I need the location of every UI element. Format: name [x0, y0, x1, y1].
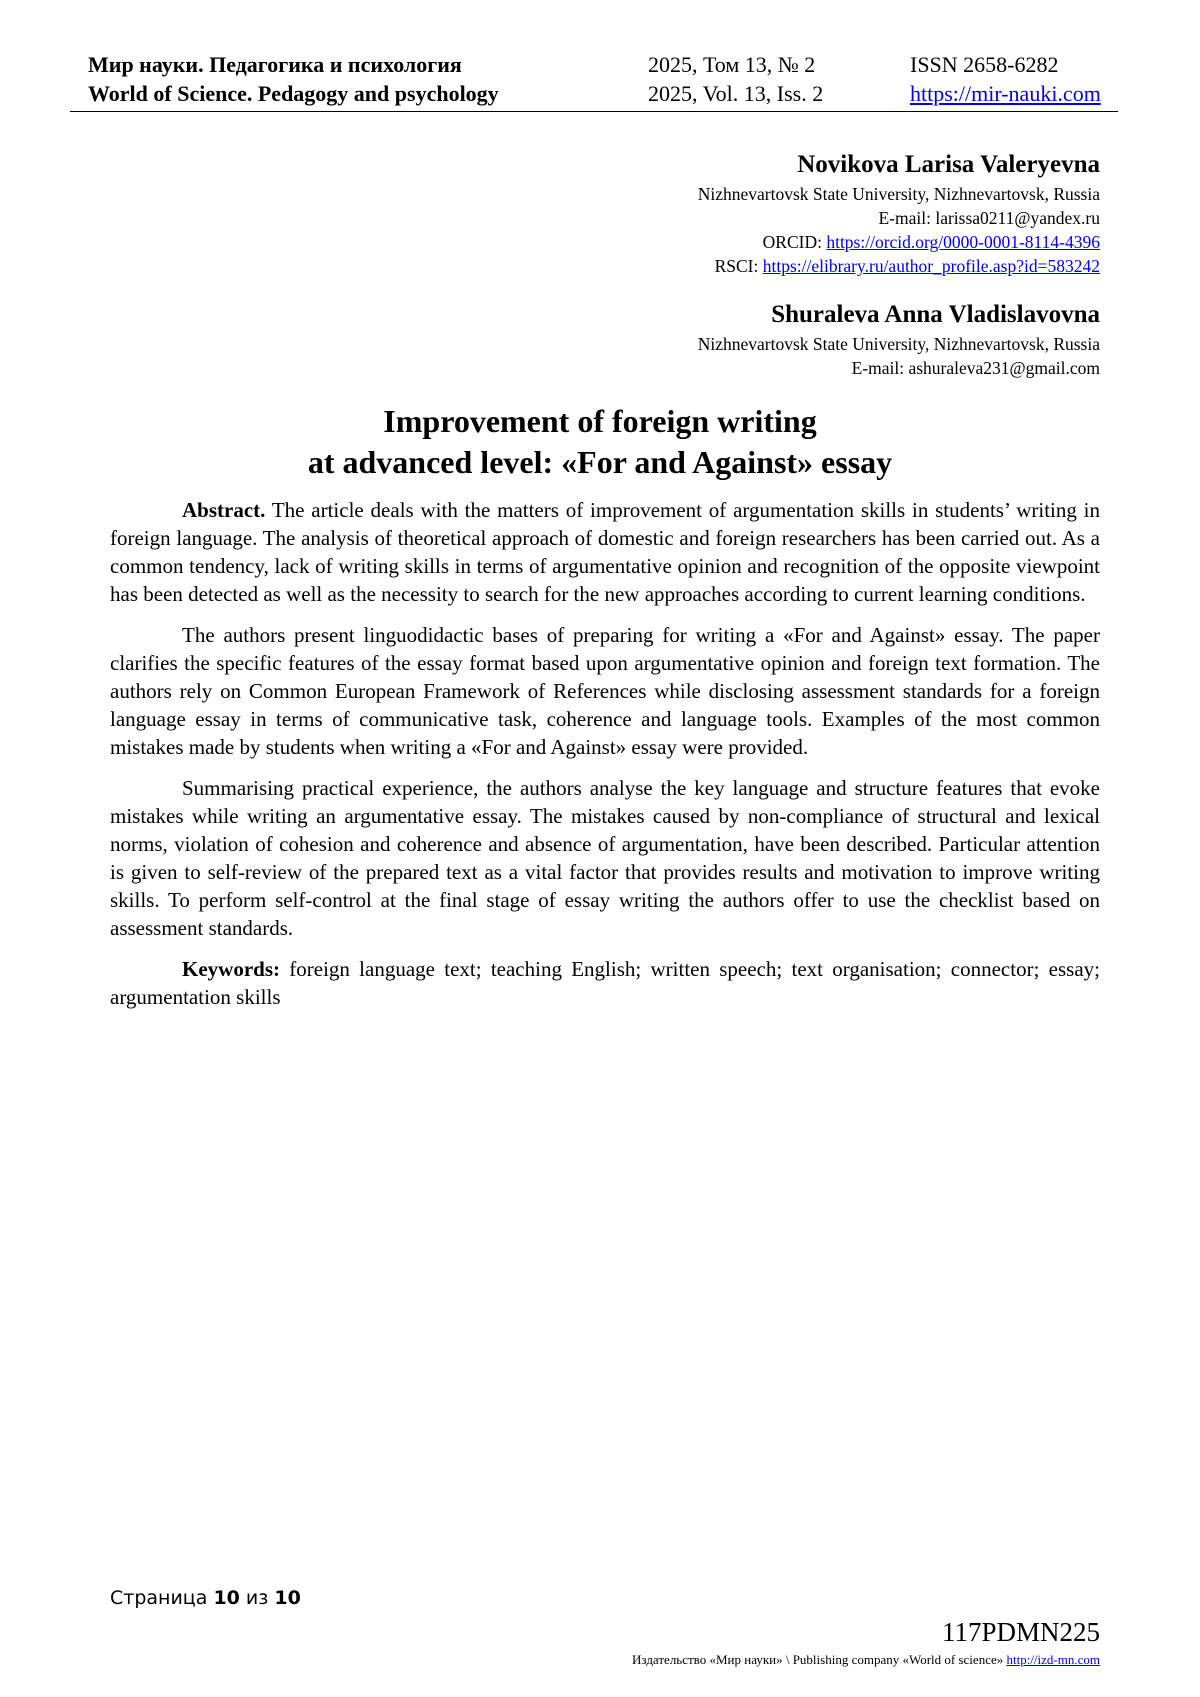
rsci-link[interactable]: https://elibrary.ru/author_profile.asp?id=583242 — [762, 256, 1100, 276]
abstract-label: Abstract. — [182, 498, 266, 522]
title-line-2: at advanced level: «For and Against» essay — [307, 444, 893, 480]
title-line-1: Improvement of foreign writing — [383, 403, 817, 439]
author-email: E-mail: ashuraleva231@gmail.com — [851, 358, 1100, 378]
article-title — [0, 401, 1200, 483]
abstract-paragraph-3: Summarising practical experience, the authors analyse the key language and structure features that evoke mistakes while writing an argumentative essay. The mistakes caused by non-compliance of structural and lexical norms, violation of cohesion and coherence and absence of argumentation, have been described. Particular attention is given to self-review of the prepared text as a vital factor that provides results and motivation to improve writing skills. To perform self-control at the final stage of essay writing the authors offer to use the checklist based on assessment standards. — [110, 776, 1100, 940]
keywords-paragraph: Keywords: foreign language text; teaching English; written speech; text organisation; connector; essay; argumentation skills — [110, 957, 1100, 1009]
author-block-1 — [698, 148, 1100, 278]
journal-header — [88, 50, 1118, 112]
author-affiliation: Nizhnevartovsk State University, Nizhnevartovsk, Russia — [697, 184, 1100, 204]
journal-title-en: World of Science. Pedagogy and psychology — [88, 81, 499, 106]
orcid-link[interactable]: https://orcid.org/0000-0001-8114-4396 — [826, 232, 1100, 252]
article-code: 117PDMN225 — [941, 1617, 1100, 1647]
orcid-label: ORCID: — [762, 232, 827, 252]
page-number: Страница 10 из 10 — [110, 1587, 301, 1609]
issue-ru: 2025, Том 13, № 2 — [648, 52, 816, 77]
publisher-line: Издательство «Мир науки» \ Publishing company «World of science» http://izd-mn.com — [632, 1652, 1100, 1667]
issue-en: 2025, Vol. 13, Iss. 2 — [648, 81, 824, 106]
author-block-2 — [698, 298, 1100, 380]
author-name: Novikova Larisa Valeryevna — [797, 151, 1100, 178]
author-name: Shuraleva Anna Vladislavovna — [771, 301, 1100, 328]
author-orcid — [698, 230, 1100, 254]
author-affiliation: Nizhnevartovsk State University, Nizhnevartovsk, Russia — [697, 334, 1100, 354]
rsci-label: RSCI: — [714, 256, 763, 276]
author-rsci — [698, 254, 1100, 278]
journal-site-link[interactable]: https://mir-nauki.com — [910, 81, 1101, 106]
journal-title-ru: Мир науки. Педагогика и психология — [88, 52, 462, 77]
author-email: E-mail: larissa0211@yandex.ru — [878, 208, 1100, 228]
abstract-paragraph-1: Abstract. The article deals with the matters of improvement of argumentation skills in students’ writing in foreign language. The analysis of theoretical approach of domestic and foreign researchers has been carried out. As a common tendency, lack of writing skills in terms of argumentative opinion and recognition of the opposite viewpoint has been detected as well as the necessity to search for the new approaches according to current learning conditions. — [110, 498, 1100, 606]
abstract-section — [110, 496, 1100, 1024]
issn: ISSN 2658-6282 — [910, 52, 1059, 77]
publisher-link[interactable]: http://izd-mn.com — [1006, 1652, 1100, 1667]
abstract-paragraph-2: The authors present linguodidactic bases of preparing for writing a «For and Against» essay. The paper clarifies the specific features of the essay format based upon argumentative opinion and foreign text formation. The authors rely on Common European Framework of References while disclosing assessment standards for a foreign language essay in terms of communicative task, coherence and language tools. Examples of the most common mistakes made by students when writing a «For and Against» essay were provided. — [110, 623, 1100, 759]
keywords-label: Keywords: — [182, 957, 280, 981]
header-divider — [70, 111, 1118, 112]
